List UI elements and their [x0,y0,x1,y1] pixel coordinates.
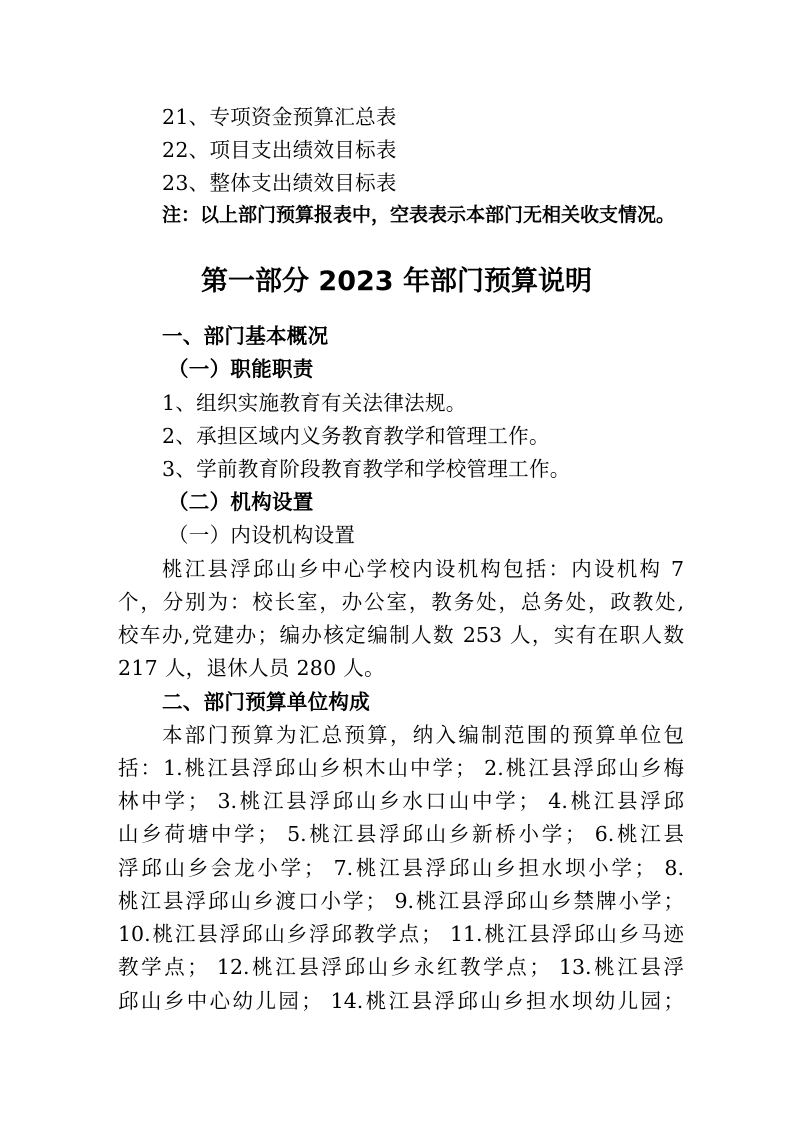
list-item-23: 23、整体支出绩效目标表 [162,171,397,195]
units-paragraph-line: 邱山乡中心幼儿园； 14.桃江县浮邱山乡担水坝幼儿园； [118,989,684,1013]
units-paragraph-line: 桃江县浮邱山乡渡口小学； 9.桃江县浮邱山乡禁牌小学； [118,889,684,913]
units-paragraph-line: 教学点； 12.桃江县浮邱山乡永红教学点； 13.桃江县浮 [118,955,684,979]
org-paragraph-line: 校车办,党建办；编办核定编制人数 253 人，实有在职人数 [118,623,684,647]
report-note: 注：以上部门预算报表中，空表表示本部门无相关收支情况。 [162,204,676,226]
list-item-21: 21、专项资金预算汇总表 [162,105,397,129]
units-paragraph-line: 括：1.桃江县浮邱山乡枳木山中学； 2.桃江县浮邱山乡梅 [118,756,684,780]
units-paragraph-line: 林中学； 3.桃江县浮邱山乡水口山中学； 4.桃江县浮邱 [118,789,684,813]
units-paragraph-line: 浮邱山乡会龙小学； 7.桃江县浮邱山乡担水坝小学； 8. [118,856,684,880]
subsection-heading-functions: （一）职能职责 [168,357,314,381]
units-paragraph-line: 山乡荷塘中学； 5.桃江县浮邱山乡新桥小学； 6.桃江县 [118,822,684,846]
units-paragraph-line: 本部门预算为汇总预算，纳入编制范围的预算单位包 [162,723,684,747]
units-paragraph-line: 10.桃江县浮邱山乡浮邱教学点； 11.桃江县浮邱山乡马迹 [118,922,684,946]
section-heading-budget-units: 二、部门预算单位构成 [162,690,370,714]
list-item-22: 22、项目支出绩效目标表 [162,138,397,162]
part-title: 第一部分 2023 年部门预算说明 [201,266,592,297]
function-item-3: 3、学前教育阶段教育教学和学校管理工作。 [162,457,571,481]
section-heading-basic-overview: 一、部门基本概况 [162,324,329,348]
org-paragraph-line: 217 人，退休人员 280 人。 [118,656,385,680]
function-item-2: 2、承担区域内义务教育教学和管理工作。 [162,424,550,448]
org-paragraph-line: 桃江县浮邱山乡中心学校内设机构包括：内设机构 7 [162,557,684,581]
subsection-heading-internal-units: （一）内设机构设置 [168,523,356,547]
subsection-heading-organization: （二）机构设置 [168,490,314,514]
org-paragraph-line: 个，分别为：校长室，办公室，教务处，总务处，政教处, [118,590,684,614]
function-item-1: 1、组织实施教育有关法律法规。 [162,391,467,415]
